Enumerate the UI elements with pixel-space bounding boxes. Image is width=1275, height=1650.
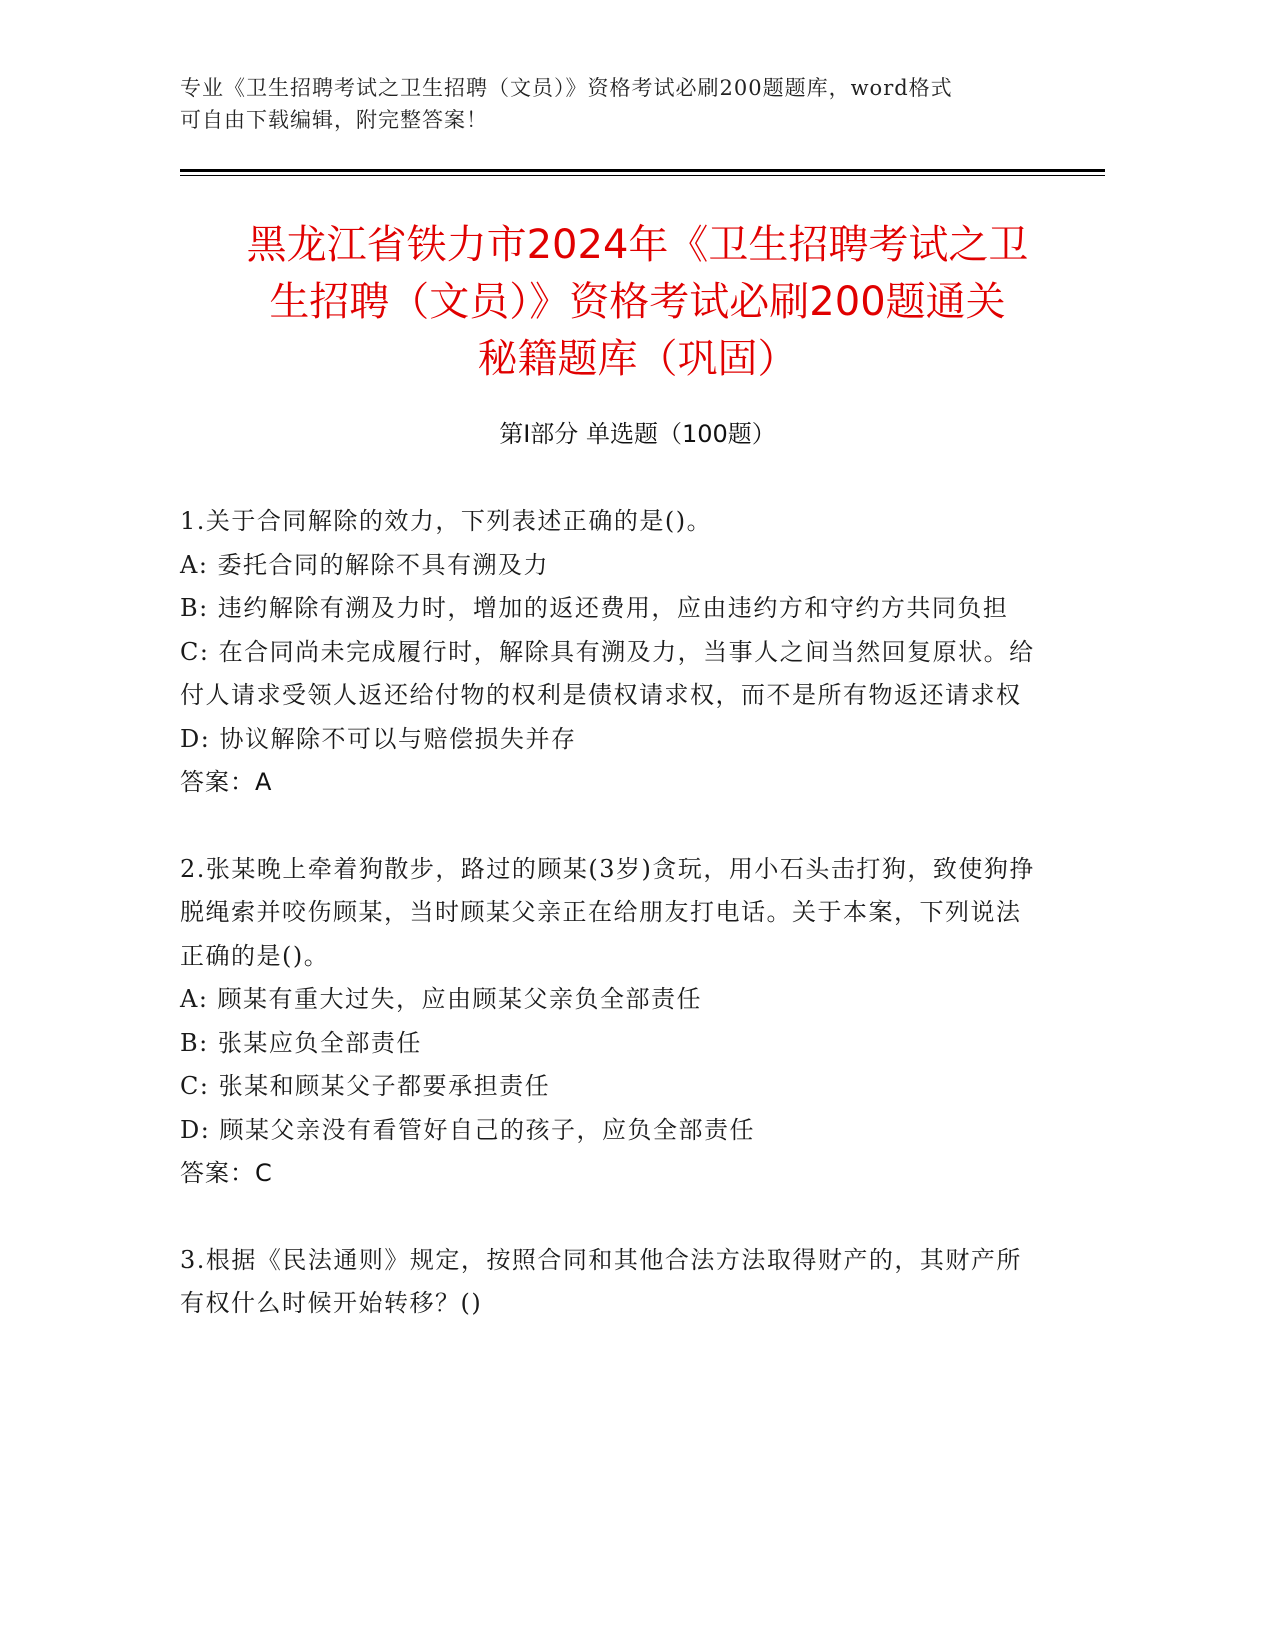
document-title-line-1: 黑龙江省铁力市2024年《卫生招聘考试之卫 xyxy=(246,222,1029,268)
question-stem: 1.关于合同解除的效力，下列表述正确的是()。 xyxy=(180,507,713,535)
section-heading: 第Ⅰ部分 单选题（100题） xyxy=(499,420,776,448)
header-note xyxy=(180,72,1060,136)
question-2 xyxy=(180,848,1040,1196)
header-divider-thin xyxy=(180,175,1105,176)
answer: 答案：C xyxy=(180,1159,273,1187)
option-b: B: 违约解除有溯及力时，增加的返还费用，应由违约方和守约方共同负担 xyxy=(180,594,1009,622)
question-stem: 2.张某晚上牵着狗散步，路过的顾某(3岁)贪玩，用小石头击打狗，致使狗挣脱绳索并咬伤顾某，当时顾某父亲正在给朋友打电话。关于本案，下列说法正确的是()。 xyxy=(180,854,1035,970)
option-c: C: 在合同尚未完成履行时，解除具有溯及力，当事人之间当然回复原状。给付人请求受领人返还给付物的权利是债权请求权，而不是所有物返还请求权 xyxy=(180,637,1035,709)
option-a: A: 委托合同的解除不具有溯及力 xyxy=(180,550,550,579)
option-d: D: 协议解除不可以与赔偿损失并存 xyxy=(180,724,577,753)
header-note-line-2: 可自由下载编辑，附完整答案！ xyxy=(180,108,488,132)
question-3 xyxy=(180,1239,1040,1326)
option-c: C: 张某和顾某父子都要承担责任 xyxy=(180,1072,551,1100)
question-1 xyxy=(180,500,1040,805)
document-title xyxy=(150,217,1125,388)
document-title-line-3: 秘籍题库（巩固） xyxy=(477,336,798,382)
header-divider-thick xyxy=(180,169,1105,172)
question-list xyxy=(180,500,1040,1369)
answer: 答案：A xyxy=(180,768,273,796)
option-a: A: 顾某有重大过失，应由顾某父亲负全部责任 xyxy=(180,985,703,1013)
option-d: D: 顾某父亲没有看管好自己的孩子，应负全部责任 xyxy=(180,1115,755,1144)
header-note-line-1: 专业《卫生招聘考试之卫生招聘（文员）》资格考试必刷200题题库，word格式 xyxy=(180,76,953,100)
document-title-line-2: 生招聘（文员）》资格考试必刷200题通关 xyxy=(269,279,1006,325)
option-b: B: 张某应负全部责任 xyxy=(180,1028,422,1057)
question-stem: 3.根据《民法通则》规定，按照合同和其他合法方法取得财产的，其财产所有权什么时候开始转移？() xyxy=(180,1245,1022,1317)
